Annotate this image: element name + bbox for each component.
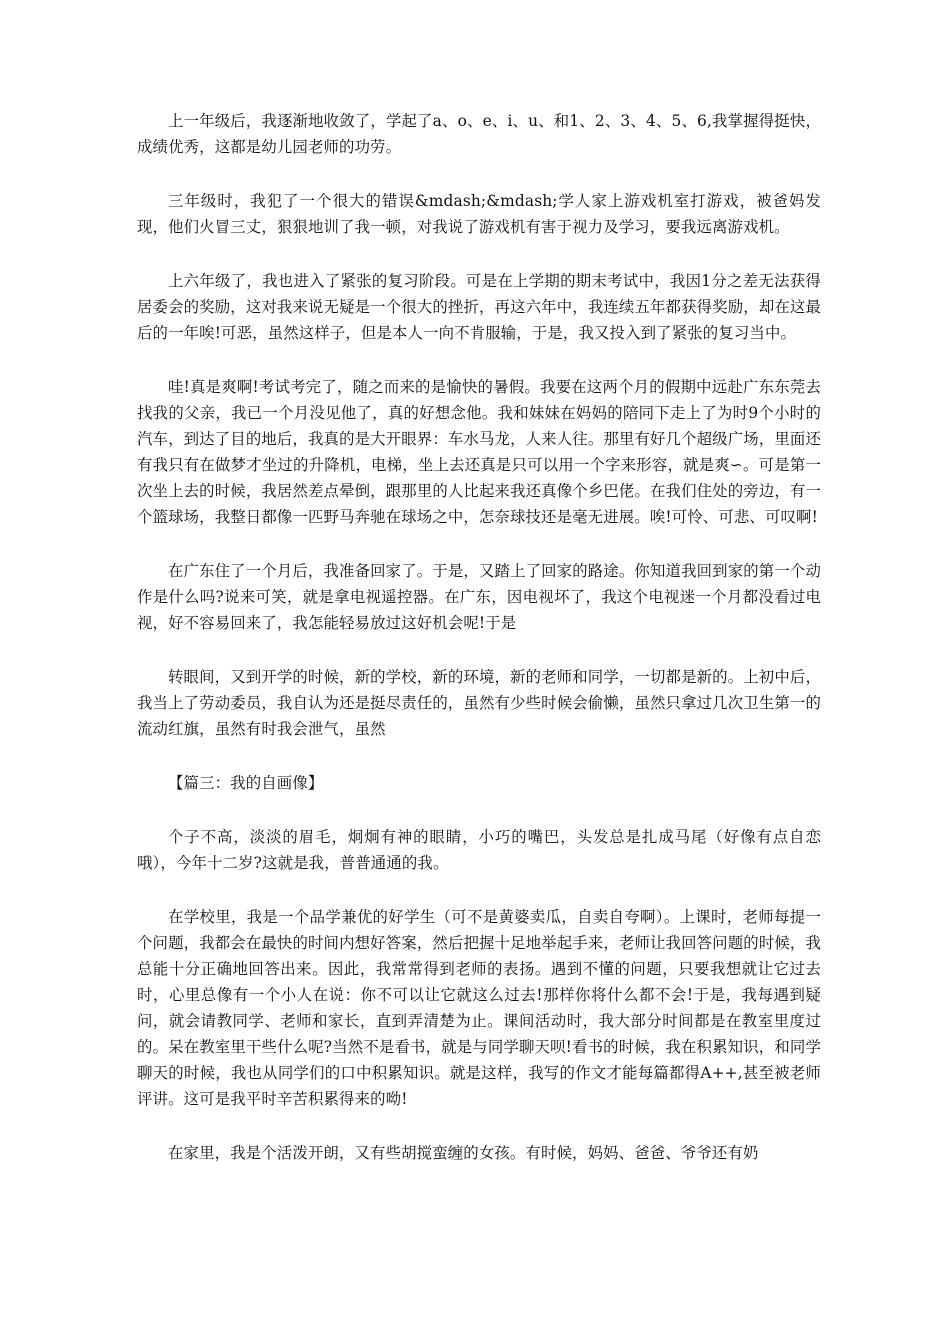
paragraph-new-school: 转眼间，又到开学的时候，新的学校，新的环境，新的老师和同学，一切都是新的。上初中后，我当上了劳动委员，我自认为还是挺尽责任的，虽然有少些时候会偷懒，虽然只拿过几次卫生第一的流动红旗，虽然有时我会泄气，虽然 [137,668,821,738]
paragraph-self-portrait: 个子不高，淡淡的眉毛，炯炯有神的眼睛，小巧的嘴巴，头发总是扎成马尾（好像有点自恋哦），今年十二岁?这就是我，普普通通的我。 [137,828,821,872]
paragraph-return-home: 在广东住了一个月后，我准备回家了。于是，又踏上了回家的路途。你知道我回到家的第一个动作是什么吗?说来可笑，就是拿电视遥控器。在广东，因电视坏了，我这个电视迷一个月都没看过电视，好不容易回来了，我怎能轻易放过这好机会呢!于是 [137,562,821,632]
paragraph-first-grade: 上一年级后，我逐渐地收敛了，学起了a、o、e、i、u、和1、2、3、4、5、6,我掌握得挺快，成绩优秀，这都是幼儿园老师的功劳。 [137,112,821,156]
paragraph-third-grade: 三年级时，我犯了一个很大的错误&mdash;&mdash;学人家上游戏机室打游戏，被爸妈发现，他们火冒三丈，狠狠地训了我一顿，对我说了游戏机有害于视力及学习，要我远离游戏机。 [137,192,821,236]
paragraph-at-school: 在学校里，我是一个品学兼优的好学生（可不是黄婆卖瓜，自卖自夸啊）。上课时，老师每提一个问题，我都会在最快的时间内想好答案，然后把握十足地举起手来，老师让我回答问题的时候，我总能十分正确地回答出来。因此，我常常得到老师的表扬。遇到不懂的问题，只要我想就让它过去时，心里总像有一个小人在说：你不可以让它就这么过去!那样你将什么都不会!于是，我每遇到疑问，就会请教同学、老师和家长，直到弄清楚为止。课间活动时，我大部分时间都是在教室里度过的。呆在教室里干些什么呢?当然不是看书，就是与同学聊天呗!看书的时候，我在积累知识，和同学聊天的时候，我也从同学们的口中积累知识。就是这样，我写的作文才能每篇都得A++,甚至被老师评讲。这可是我平时辛苦积累得来的呦! [137,908,821,1108]
paragraph-summer-vacation: 哇!真是爽啊!考试考完了，随之而来的是愉快的暑假。我要在这两个月的假期中远赴广东东莞去找我的父亲，我已一个月没见他了，真的好想念他。我和妹妹在妈妈的陪同下走上了为时9个小时的汽车，到达了目的地后，我真的是大开眼界：车水马龙，人来人往。那里有好几个超级广场，里面还有我只有在做梦才坐过的升降机，电梯，坐上去还真是只可以用一个字来形容，就是爽∽。可是第一次坐上去的时候，我居然差点晕倒，跟那里的人比起来我还真像个乡巴佬。在我们住处的旁边，有一个篮球场，我整日都像一匹野马奔驰在球场之中，怎奈球技还是毫无进展。唉!可怜、可悲、可叹啊! [137,378,821,526]
document-page [137,108,821,1194]
paragraph-at-home: 在家里，我是个活泼开朗，又有些胡搅蛮缠的女孩。有时候，妈妈、爸爸、爷爷还有奶 [168,1144,759,1162]
section-heading: 【篇三：我的自画像】 [168,774,324,792]
paragraph-sixth-grade: 上六年级了，我也进入了紧张的复习阶段。可是在上学期的期末考试中，我因1分之差无法获得居委会的奖励，这对我来说无疑是一个很大的挫折，再这六年中，我连续五年都获得奖励，却在这最后的一年唉!可恶，虽然这样子，但是本人一向不肯服输，于是，我又投入到了紧张的复习当中。 [137,272,821,342]
